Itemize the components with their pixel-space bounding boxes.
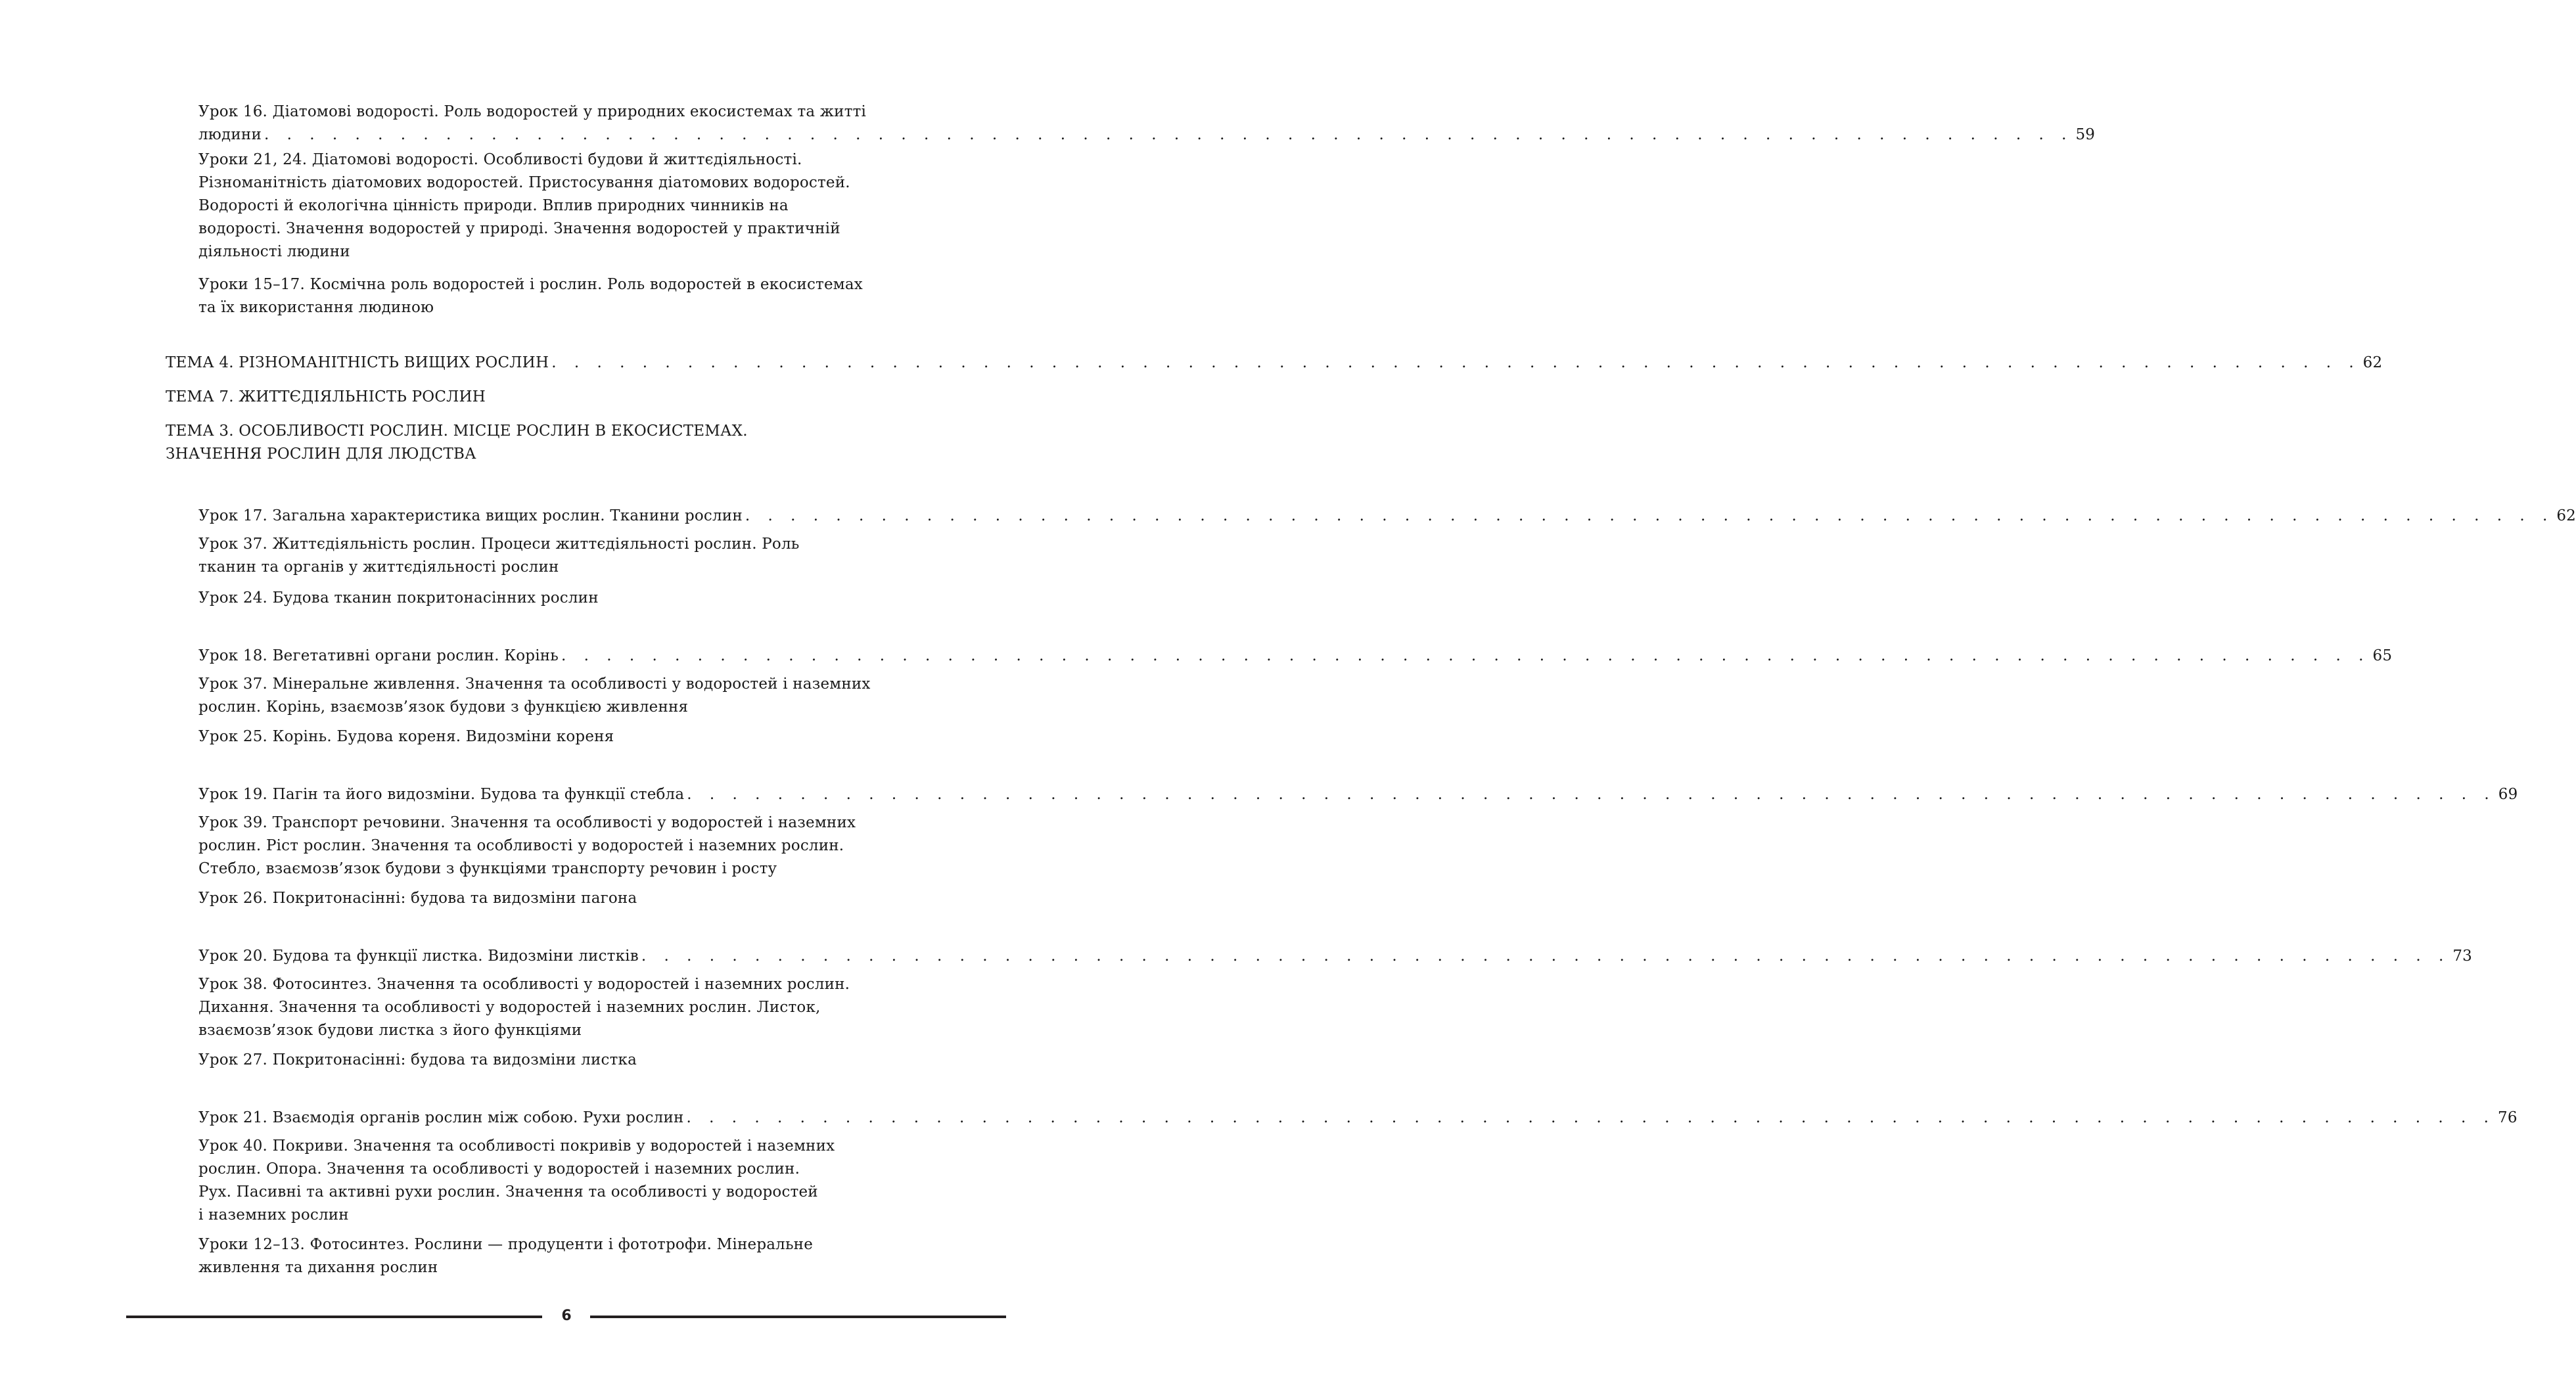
dot-leader: . . . . . . . . . . . . . . . . . . . . . . . . . . . . . . . . . . . . . . . . . . . . . . . . . . . . . . . . . . . . . . . . . . . . . . . . . . . . . . . . bbox=[745, 507, 2554, 524]
toc-entry-lessons-15-17[interactable] bbox=[198, 273, 1008, 319]
entry-line: Різноманітність діатомових водоростей. Пристосування діатомових водоростей. bbox=[198, 174, 850, 191]
toc-entry-lesson-24[interactable] bbox=[198, 587, 1008, 610]
entry-line: рослин. Ріст рослин. Значення та особливості у водоростей і наземних рослин. bbox=[198, 837, 844, 854]
entry-line: Урок 18. Вегетативні органи рослин. Корінь bbox=[198, 647, 559, 664]
entry-line: Рух. Пасивні та активні рухи рослин. Значення та особливості у водоростей bbox=[198, 1183, 818, 1201]
topic-title: ТЕМА 4. РІЗНОМАНІТНІСТЬ ВИЩИХ РОСЛИН bbox=[166, 354, 549, 371]
entry-line: Урок 20. Будова та функції листка. Видозміни листків bbox=[198, 948, 639, 965]
topic-title: ЗНАЧЕННЯ РОСЛИН ДЛЯ ЛЮДСТВА bbox=[166, 446, 476, 463]
toc-entry-lesson-37[interactable] bbox=[198, 533, 1008, 579]
page-number: 69 bbox=[2498, 786, 2518, 803]
topic-title: ТЕМА 3. ОСОБЛИВОСТІ РОСЛИН. МІСЦЕ РОСЛИН В ЕКОСИСТЕМАХ. bbox=[166, 423, 748, 440]
entry-line: Урок 21. Взаємодія органів рослин між собою. Рухи рослин bbox=[198, 1109, 684, 1126]
dot-leader: . . . . . . . . . . . . . . . . . . . . . . . . . . . . . . . . . . . . . . . . . . . . . . . . . . . . . . . . . . . . . . . . . . . . . . . . . . . . . . . . bbox=[561, 647, 2370, 664]
entry-line: Уроки 21, 24. Діатомові водорості. Особливості будови й життєдіяльності. bbox=[198, 151, 802, 168]
entry-line: Урок 17. Загальна характеристика вищих рослин. Тканини рослин bbox=[198, 507, 743, 524]
entry-line: Урок 27. Покритонасінні: будова та видозміни листка bbox=[198, 1051, 637, 1068]
footer-rule-left bbox=[126, 1316, 542, 1318]
entry-line: живлення та дихання рослин bbox=[198, 1259, 438, 1276]
entry-line: Водорості й екологічна цінність природи. Вплив природних чинників на bbox=[198, 197, 789, 214]
page-number: 65 bbox=[2372, 647, 2393, 664]
dot-leader: . . . . . . . . . . . . . . . . . . . . . . . . . . . . . . . . . . . . . . . . . . . . . . . . . . . . . . . . . . . . . . . . . . . . . . . . . . . . . . . . bbox=[687, 786, 2496, 803]
entry-line: Урок 24. Будова тканин покритонасінних рослин bbox=[198, 589, 599, 607]
toc-entry-lesson-21[interactable] bbox=[198, 1107, 2518, 1130]
dot-leader: . . . . . . . . . . . . . . . . . . . . . . . . . . . . . . . . . . . . . . . . . . . . . . . . . . . . . . . . . . . . . . . . . . . . . . . . . . . . . . . . bbox=[264, 126, 2073, 143]
entry-line: Урок 25. Корінь. Будова кореня. Видозміни кореня bbox=[198, 728, 614, 745]
footer-page-number: 6 bbox=[561, 1308, 572, 1324]
entry-line: Урок 16. Діатомові водорості. Роль водоростей у природних екосистемах та житті bbox=[198, 103, 867, 120]
entry-line: тканин та органів у життєдіяльності рослин bbox=[198, 559, 559, 576]
entry-line: Уроки 12–13. Фотосинтез. Рослини — продуценти і фототрофи. Мінеральне bbox=[198, 1236, 814, 1253]
leader-line bbox=[198, 645, 2393, 668]
dot-leader: . . . . . . . . . . . . . . . . . . . . . . . . . . . . . . . . . . . . . . . . . . . . . . . . . . . . . . . . . . . . . . . . . . . . . . . . . . . . . . . . bbox=[551, 354, 2360, 371]
entry-line: Урок 38. Фотосинтез. Значення та особливості у водоростей і наземних рослин. bbox=[198, 976, 850, 993]
entry-line: Урок 19. Пагін та його видозміни. Будова та функції стебла bbox=[198, 786, 685, 803]
toc-entry-lessons-21-24[interactable] bbox=[198, 149, 1008, 263]
toc-entry-lesson-38[interactable] bbox=[198, 973, 1008, 1042]
toc-entry-lesson-17[interactable] bbox=[198, 505, 2576, 528]
dot-leader: . . . . . . . . . . . . . . . . . . . . . . . . . . . . . . . . . . . . . . . . . . . . . . . . . . . . . . . . . . . . . . . . . . . . . . . . . . . . . . . . bbox=[641, 948, 2450, 965]
entry-line: рослин. Корінь, взаємозв’язок будови з функцією живлення bbox=[198, 698, 689, 716]
page-number: 59 bbox=[2075, 126, 2096, 143]
footer-rule-right bbox=[590, 1316, 1006, 1318]
leader-line bbox=[198, 783, 2518, 806]
toc-entry-lesson-27[interactable] bbox=[198, 1049, 1008, 1072]
toc-entry-topic-7[interactable] bbox=[166, 386, 1008, 409]
entry-line: Урок 37. Життєдіяльність рослин. Процеси життєдіяльності рослин. Роль bbox=[198, 536, 800, 553]
page-number: 62 bbox=[2362, 354, 2383, 371]
leader-line bbox=[198, 945, 2473, 968]
entry-line: Урок 37. Мінеральне живлення. Значення та особливості у водоростей і наземних bbox=[198, 676, 871, 693]
leader-line bbox=[198, 1107, 2518, 1130]
toc-entry-lesson-37-mineral[interactable] bbox=[198, 673, 1008, 719]
toc-entry-lesson-19[interactable] bbox=[198, 783, 2518, 806]
page-number: 62 bbox=[2556, 507, 2576, 524]
entry-line: та їх використання людиною bbox=[198, 299, 434, 316]
entry-line: Урок 40. Покриви. Значення та особливості покривів у водоростей і наземних bbox=[198, 1137, 835, 1155]
leader-line bbox=[198, 124, 2096, 147]
entry-line: Урок 26. Покритонасінні: будова та видозміни пагона bbox=[198, 890, 637, 907]
toc-entry-topic-3[interactable] bbox=[166, 420, 1008, 466]
entry-line: людини bbox=[198, 126, 262, 143]
entry-line: взаємозв’язок будови листка з його функціями bbox=[198, 1022, 582, 1039]
toc-entry-lesson-26[interactable] bbox=[198, 887, 1008, 910]
entry-line: і наземних рослин bbox=[198, 1206, 349, 1224]
topic-title: ТЕМА 7. ЖИТТЄДІЯЛЬНІСТЬ РОСЛИН bbox=[166, 388, 486, 405]
page-number: 73 bbox=[2452, 948, 2473, 965]
toc-entry-lesson-16[interactable] bbox=[198, 101, 2096, 147]
entry-line: Уроки 15–17. Космічна роль водоростей і рослин. Роль водоростей в екосистемах bbox=[198, 276, 863, 293]
entry-line: водорості. Значення водоростей у природі. Значення водоростей у практичній bbox=[198, 220, 840, 237]
entry-line: рослин. Опора. Значення та особливості у водоростей і наземних рослин. bbox=[198, 1160, 800, 1178]
toc-entry-lesson-39[interactable] bbox=[198, 812, 1008, 881]
toc-entry-lessons-12-13[interactable] bbox=[198, 1233, 1008, 1279]
toc-entry-lesson-18[interactable] bbox=[198, 645, 2393, 668]
page-number: 76 bbox=[2498, 1109, 2518, 1126]
dot-leader: . . . . . . . . . . . . . . . . . . . . . . . . . . . . . . . . . . . . . . . . . . . . . . . . . . . . . . . . . . . . . . . . . . . . . . . . . . . . . . . . bbox=[686, 1109, 2495, 1126]
entry-line: діяльності людини bbox=[198, 243, 350, 260]
entry-line: Урок 39. Транспорт речовини. Значення та особливості у водоростей і наземних bbox=[198, 814, 856, 831]
entry-line: Дихання. Значення та особливості у водоростей і наземних рослин. Листок, bbox=[198, 999, 821, 1016]
entry-line: Стебло, взаємозв’язок будови з функціями транспорту речовин і росту bbox=[198, 860, 777, 877]
leader-line bbox=[166, 352, 2383, 375]
toc-entry-topic-4[interactable] bbox=[166, 352, 2383, 375]
toc-entry-lesson-40[interactable] bbox=[198, 1135, 1008, 1227]
toc-entry-lesson-25[interactable] bbox=[198, 725, 1008, 748]
toc-entry-lesson-20[interactable] bbox=[198, 945, 2473, 968]
leader-line bbox=[198, 505, 2576, 528]
